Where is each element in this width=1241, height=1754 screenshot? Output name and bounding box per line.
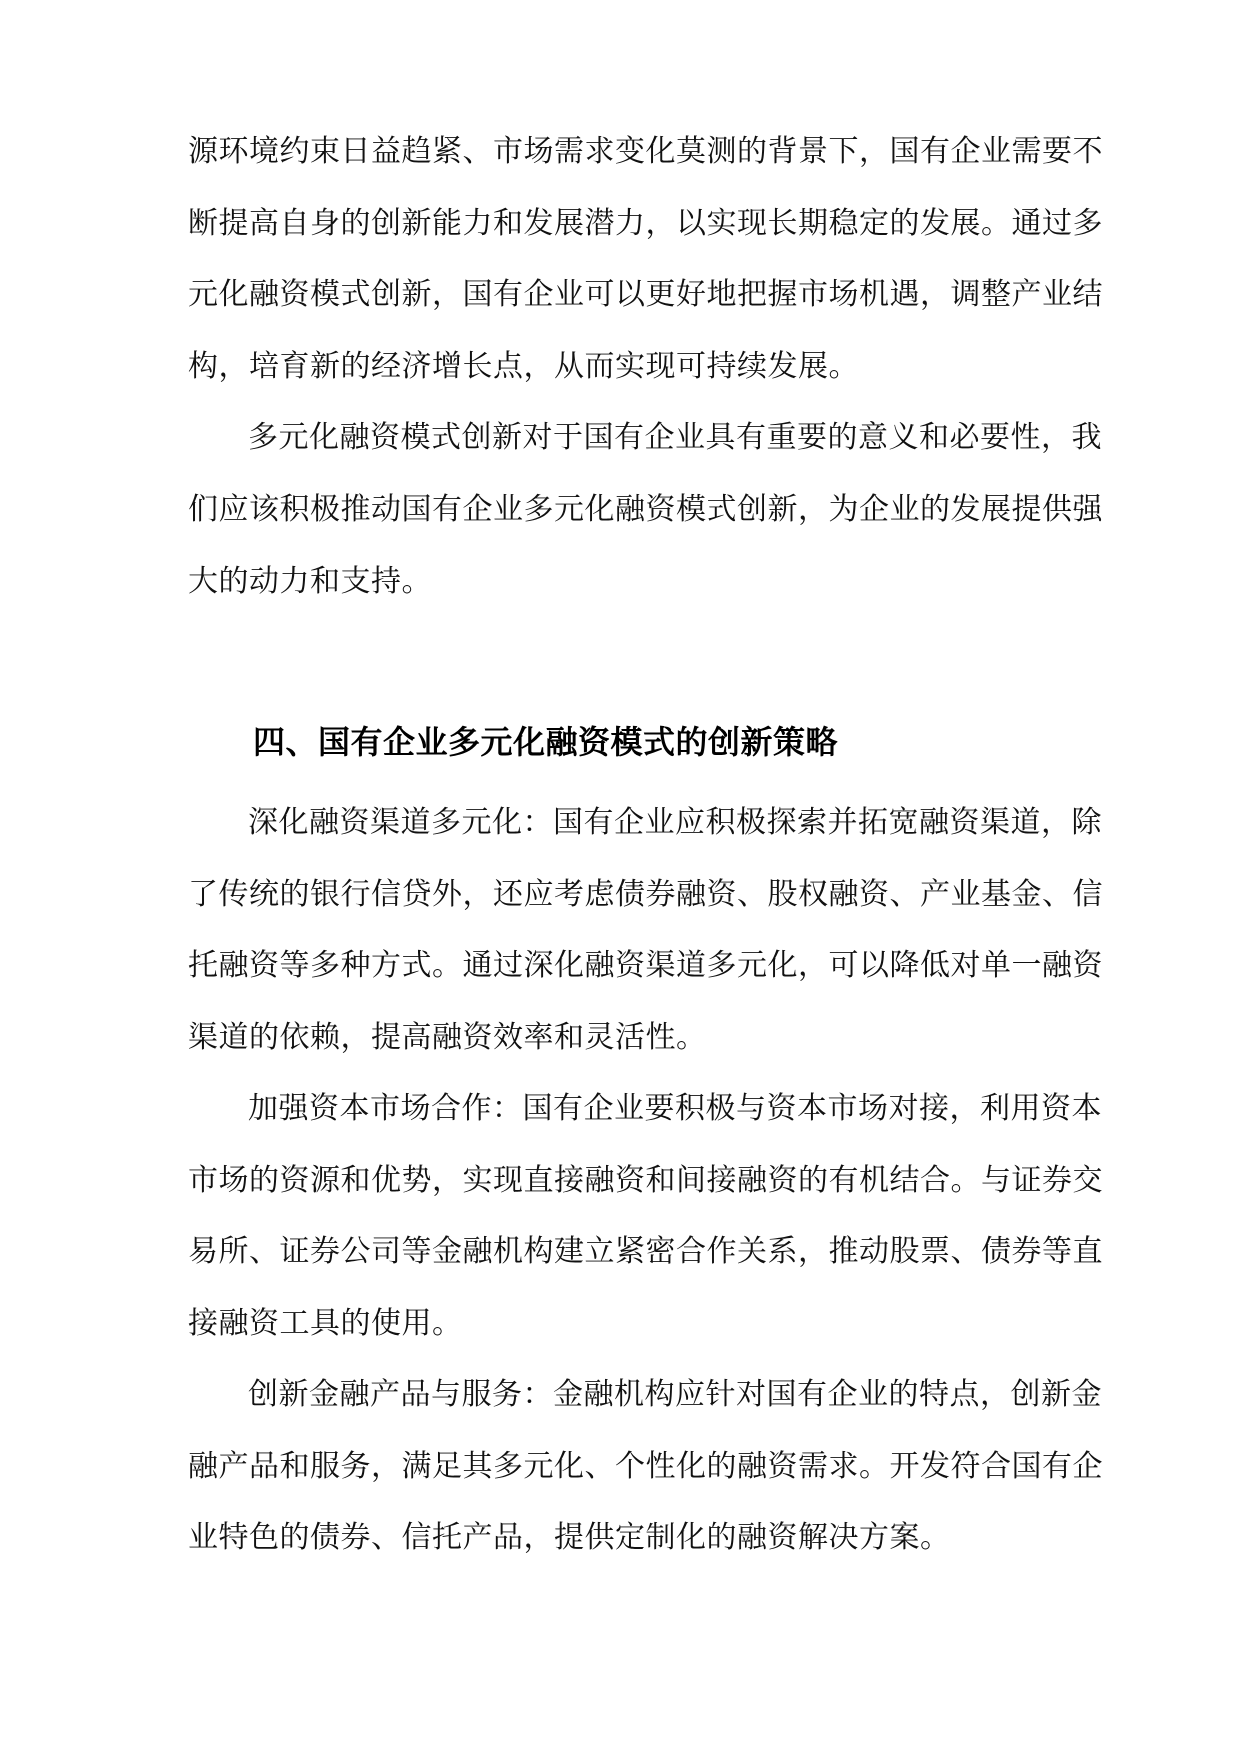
paragraph-line: 接融资工具的使用。 bbox=[188, 1306, 463, 1341]
section-heading: 四、国有企业多元化融资模式的创新策略 bbox=[253, 723, 839, 761]
paragraph-line: 易所、证券公司等金融机构建立紧密合作关系，推动股票、债券等直 bbox=[188, 1234, 1103, 1269]
paragraph-line: 们应该积极推动国有企业多元化融资模式创新，为企业的发展提供强 bbox=[188, 492, 1103, 527]
paragraph-line: 市场的资源和优势，实现直接融资和间接融资的有机结合。与证券交 bbox=[188, 1163, 1103, 1198]
paragraph-line: 业特色的债券、信托产品，提供定制化的融资解决方案。 bbox=[188, 1520, 951, 1555]
paragraph-line: 了传统的银行信贷外，还应考虑债券融资、股权融资、产业基金、信 bbox=[188, 877, 1103, 912]
paragraph-line: 融产品和服务，满足其多元化、个性化的融资需求。开发符合国有企 bbox=[188, 1449, 1103, 1484]
paragraph-line: 大的动力和支持。 bbox=[188, 564, 432, 599]
paragraph-line: 创新金融产品与服务：金融机构应针对国有企业的特点，创新金 bbox=[248, 1377, 1102, 1412]
paragraph-line: 渠道的依赖，提高融资效率和灵活性。 bbox=[188, 1020, 707, 1055]
paragraph-line: 托融资等多种方式。通过深化融资渠道多元化，可以降低对单一融资 bbox=[188, 948, 1103, 983]
paragraph-line: 多元化融资模式创新对于国有企业具有重要的意义和必要性，我 bbox=[248, 420, 1102, 455]
paragraph-line: 源环境约束日益趋紧、市场需求变化莫测的背景下，国有企业需要不 bbox=[188, 134, 1103, 169]
paragraph-line: 断提高自身的创新能力和发展潜力，以实现长期稳定的发展。通过多 bbox=[188, 206, 1103, 241]
paragraph-line: 元化融资模式创新，国有企业可以更好地把握市场机遇，调整产业结 bbox=[188, 277, 1103, 312]
paragraph-line: 深化融资渠道多元化：国有企业应积极探索并拓宽融资渠道，除 bbox=[248, 805, 1102, 840]
paragraph-line: 加强资本市场合作：国有企业要积极与资本市场对接，利用资本 bbox=[248, 1091, 1102, 1126]
paragraph-line: 构，培育新的经济增长点，从而实现可持续发展。 bbox=[188, 349, 859, 384]
